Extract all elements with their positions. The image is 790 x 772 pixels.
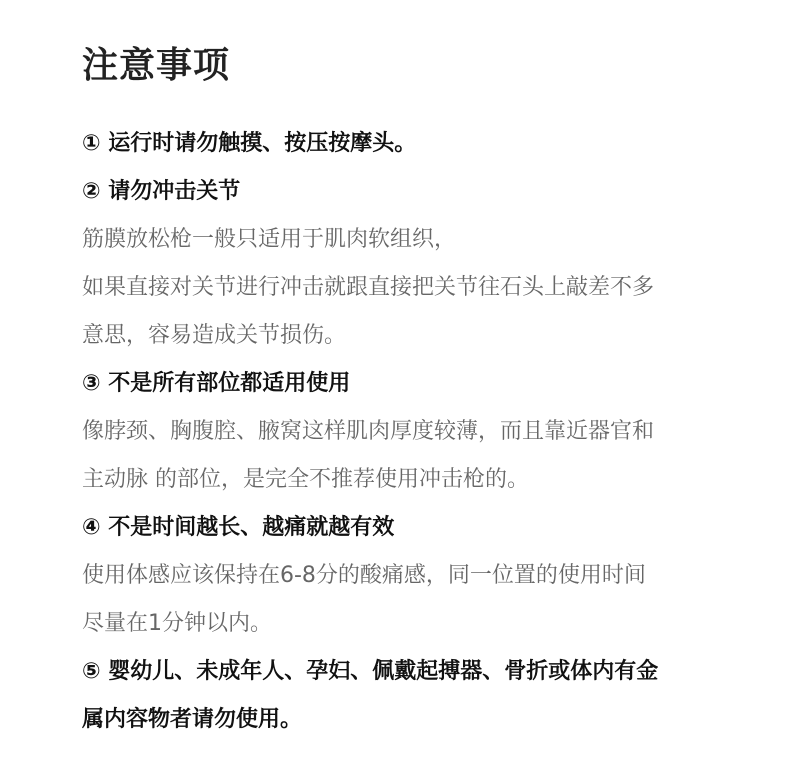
precaution-heading-4: ④ 不是时间越长、越痛就越有效: [82, 515, 395, 540]
precaution-text-3-line-1: 像脖颈、胸腹腔、腋窝这样肌肉厚度较薄，而且靠近器官和: [82, 419, 655, 444]
page-title: 注意事项: [82, 45, 231, 86]
precaution-item-3: [82, 360, 742, 504]
precaution-text-2-line-3: 意思，容易造成关节损伤。: [82, 323, 347, 348]
precaution-text-4-line-2: 尽量在1分钟以内。: [82, 611, 272, 636]
precaution-text-2-line-2: 如果直接对关节进行冲击就跟直接把关节往石头上敲差不多: [82, 275, 655, 300]
precaution-heading-5-line-2: 属内容物者请勿使用。: [82, 707, 303, 732]
precaution-item-4: [82, 504, 742, 648]
precaution-heading-2: ② 请勿冲击关节: [82, 179, 241, 204]
precaution-heading-5-line-1: ⑤ 婴幼儿、未成年人、孕妇、佩戴起搏器、骨折或体内有金: [82, 659, 659, 684]
precaution-text-3-line-2: 主动脉 的部位，是完全不推荐使用冲击枪的。: [82, 467, 529, 492]
precaution-item-2: [82, 168, 742, 360]
precaution-text-2-line-1: 筋膜放松枪一般只适用于肌肉软组织，: [82, 227, 457, 252]
precautions-document: [82, 40, 742, 744]
precaution-item-1: [82, 120, 742, 168]
precaution-text-4-line-1: 使用体感应该保持在6-8分的酸痛感，同一位置的使用时间: [82, 563, 646, 588]
precaution-item-5: [82, 648, 742, 744]
precaution-heading-3: ③ 不是所有部位都适用使用: [82, 371, 351, 396]
precaution-heading-1: ① 运行时请勿触摸、按压按摩头。: [82, 131, 417, 156]
